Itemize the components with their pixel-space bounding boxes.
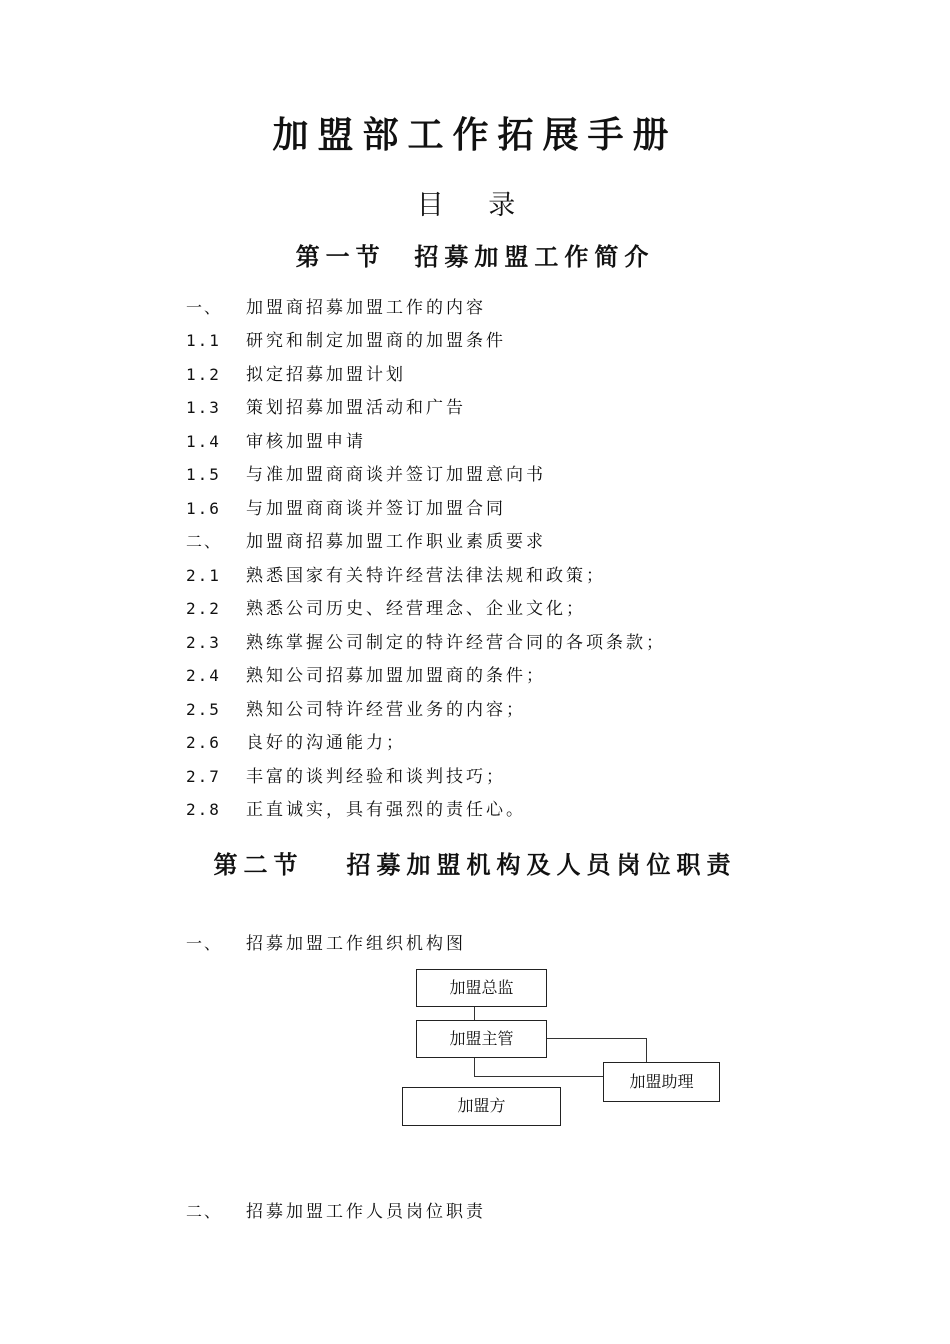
org-connector-assistant-drop [646,1038,647,1062]
toc-heading: 目 录 [416,190,534,221]
toc-item [186,662,546,690]
toc-item-text: 良好的沟通能力； [246,733,406,753]
toc-item-number: 1.4 [186,432,221,451]
toc-item-text: 熟悉国家有关特许经营法律法规和政策； [246,566,606,586]
toc-item-text: 招募加盟工作组织机构图 [246,934,466,954]
toc-item-number: 一、 [186,934,223,953]
toc-item-text: 熟练掌握公司制定的特许经营合同的各项条款； [246,633,666,653]
toc-item-number: 2.3 [186,633,221,652]
toc-item-number: 一、 [186,298,223,317]
toc-item [186,696,526,724]
toc-item-text: 与加盟商商谈并签订加盟合同 [246,499,506,519]
toc-item [186,495,506,523]
section2-heading: 第二节 招募加盟机构及人员岗位职责 [213,850,737,879]
toc-item-number: 1.3 [186,398,221,417]
toc-item-text: 加盟商招募加盟工作的内容 [246,298,486,318]
toc-item-number: 二、 [186,1202,223,1221]
toc-item [186,729,406,757]
toc-item-text: 审核加盟申请 [246,432,366,452]
toc-item-number: 2.6 [186,733,221,752]
toc-item-text: 策划招募加盟活动和广告 [246,398,466,418]
toc-item [186,796,526,824]
toc-item [186,461,546,489]
toc-item-number: 2.7 [186,767,221,786]
org-box-franchisee: 加盟方 [402,1087,561,1126]
toc-item-number: 1.1 [186,331,221,350]
toc-item [186,528,546,556]
document-title: 加盟部工作拓展手册 [272,114,678,156]
toc-item-text: 熟知公司特许经营业务的内容； [246,700,526,720]
toc-item-number: 2.1 [186,566,221,585]
toc-item [186,595,586,623]
org-connector-manager-trunk [474,1057,475,1077]
toc-item [186,394,466,422]
toc-item-number: 2.5 [186,700,221,719]
section1-heading: 第一节 招募加盟工作简介 [295,242,655,271]
toc-item-number: 二、 [186,532,223,551]
toc-item [186,294,486,322]
org-box-manager: 加盟主管 [416,1020,547,1058]
org-connector-manager-right [546,1038,647,1039]
org-box-director: 加盟总监 [416,969,547,1007]
toc-item-number: 2.4 [186,666,221,685]
toc-item [186,763,506,791]
toc-item-text: 熟知公司招募加盟加盟商的条件； [246,666,546,686]
toc-item [186,361,406,389]
toc-item-number: 2.2 [186,599,221,618]
org-connector-director-manager [474,1007,475,1021]
toc-item-number: 1.5 [186,465,221,484]
toc-item-text: 熟悉公司历史、经营理念、企业文化； [246,599,586,619]
org-box-assistant: 加盟助理 [603,1062,720,1102]
org-connector-trunk-assistant [474,1076,604,1077]
toc-item [186,327,506,355]
toc-item-text: 与准加盟商商谈并签订加盟意向书 [246,465,546,485]
toc-item-text: 拟定招募加盟计划 [246,365,406,385]
toc-item-text: 招募加盟工作人员岗位职责 [246,1202,486,1222]
toc-item [186,1198,486,1226]
toc-item-text: 正直诚实，具有强烈的责任心。 [246,800,526,820]
toc-item-number: 2.8 [186,800,221,819]
toc-item-number: 1.6 [186,499,221,518]
toc-item-text: 加盟商招募加盟工作职业素质要求 [246,532,546,552]
toc-item-text: 研究和制定加盟商的加盟条件 [246,331,506,351]
toc-item [186,629,666,657]
toc-item-number: 1.2 [186,365,221,384]
toc-item-text: 丰富的谈判经验和谈判技巧； [246,767,506,787]
toc-item [186,428,366,456]
toc-item [186,930,466,958]
toc-item [186,562,606,590]
